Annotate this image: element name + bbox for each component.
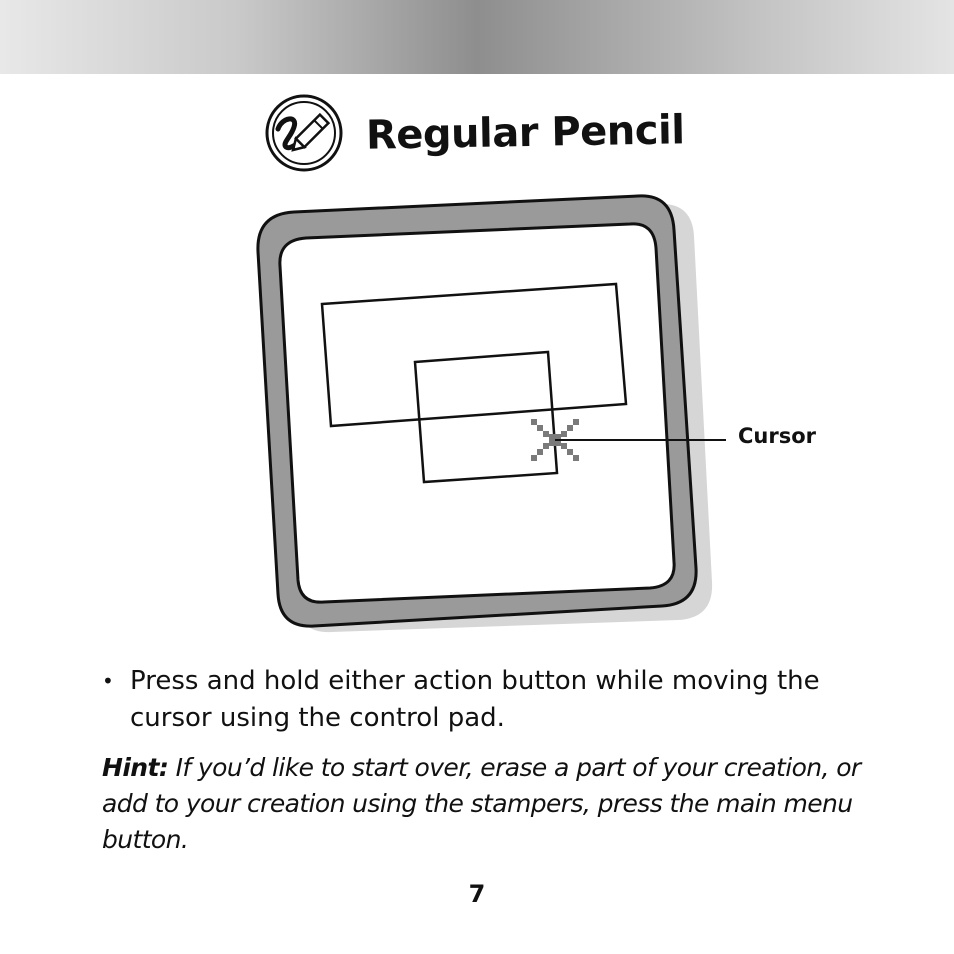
page-number: 7 xyxy=(468,880,486,908)
hint-paragraph xyxy=(102,750,872,858)
instruction-bullet xyxy=(102,663,842,737)
screen-illustration xyxy=(250,190,730,640)
hint-text: If you’d like to start over, erase a part of your creation, or add to your creation using the stampers, press the main menu button. xyxy=(102,753,861,854)
cursor-callout-label: Cursor xyxy=(738,424,817,448)
page-title: Regular Pencil xyxy=(365,107,685,159)
instruction-text: Press and hold either action button while moving the cursor using the control pad. xyxy=(130,666,820,733)
hint-label: Hint: xyxy=(102,753,169,782)
bullet-icon: • xyxy=(102,669,114,693)
screen-frame xyxy=(258,196,696,626)
pencil-icon xyxy=(264,93,344,173)
section-heading xyxy=(264,92,684,174)
header-band xyxy=(0,0,954,74)
